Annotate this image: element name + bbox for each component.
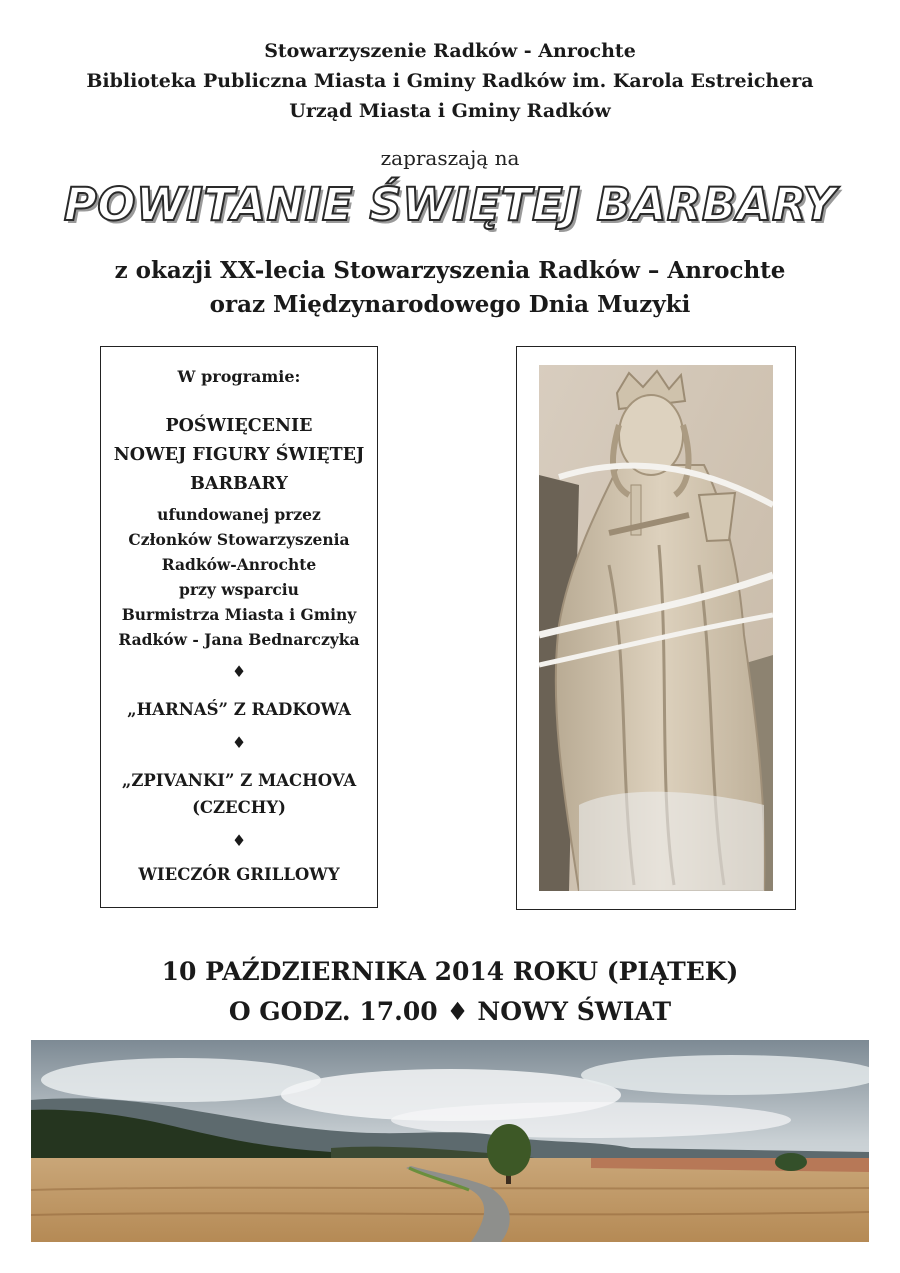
detail-line: przy wsparciu <box>179 580 299 599</box>
page-title: POWITANIE ŚWIĘTEJ BARBARY <box>63 178 837 231</box>
performer-line: „ZPIVANKI” Z MACHOVA <box>121 771 357 790</box>
performer-harnas: „HARNAŚ” Z RADKOWA <box>127 700 351 719</box>
consecration-line: NOWEJ FIGURY ŚWIĘTEJ <box>113 445 365 465</box>
detail-line: ufundowanej przez <box>157 505 321 524</box>
performer-grill-evening: WIECZÓR GRILLOWY <box>138 865 340 884</box>
organizer-2: Biblioteka Publiczna Miasta i Gminy Radków im. Karola Estreichera <box>86 70 814 92</box>
detail-line: Radków - Jana Bednarczyka <box>118 630 360 649</box>
occasion-line-1: z okazji XX-lecia Stowarzyszenia Radków – Anrochte <box>114 257 786 284</box>
consecration-details <box>101 502 377 652</box>
diamond-separator-icon: ♦ <box>231 662 247 681</box>
statue-photo-frame <box>516 346 796 910</box>
program-box <box>100 346 378 908</box>
consecration-line: POŚWIĘCENIE <box>165 416 313 436</box>
event-date <box>0 952 900 1032</box>
statue-photo <box>539 365 773 891</box>
occasion-line-2: oraz Międzynarodowego Dnia Muzyki <box>209 291 691 318</box>
consecration-title <box>101 412 377 499</box>
invite-text: zapraszają na <box>380 146 520 170</box>
detail-line: Burmistrza Miasta i Gminy <box>121 605 357 624</box>
organizer-3: Urząd Miasta i Gminy Radków <box>289 100 611 122</box>
organizers <box>0 36 900 126</box>
detail-line: Radków-Anrochte <box>161 555 317 574</box>
detail-line: Członków Stowarzyszenia <box>128 530 350 549</box>
time-place-line: O GODZ. 17.00 ♦ NOWY ŚWIAT <box>228 997 672 1026</box>
performer-zpivanki <box>101 767 377 821</box>
landscape-photo <box>31 1040 869 1242</box>
program-heading: W programie: <box>177 367 301 386</box>
consecration-line: BARBARY <box>190 474 288 494</box>
occasion <box>0 254 900 322</box>
performer-line: (CZECHY) <box>192 798 286 817</box>
date-line: 10 PAŹDZIERNIKA 2014 ROKU (PIĄTEK) <box>161 957 739 986</box>
diamond-separator-icon: ♦ <box>231 831 247 850</box>
diamond-separator-icon: ♦ <box>231 733 247 752</box>
organizer-1: Stowarzyszenie Radków - Anrochte <box>264 40 636 62</box>
